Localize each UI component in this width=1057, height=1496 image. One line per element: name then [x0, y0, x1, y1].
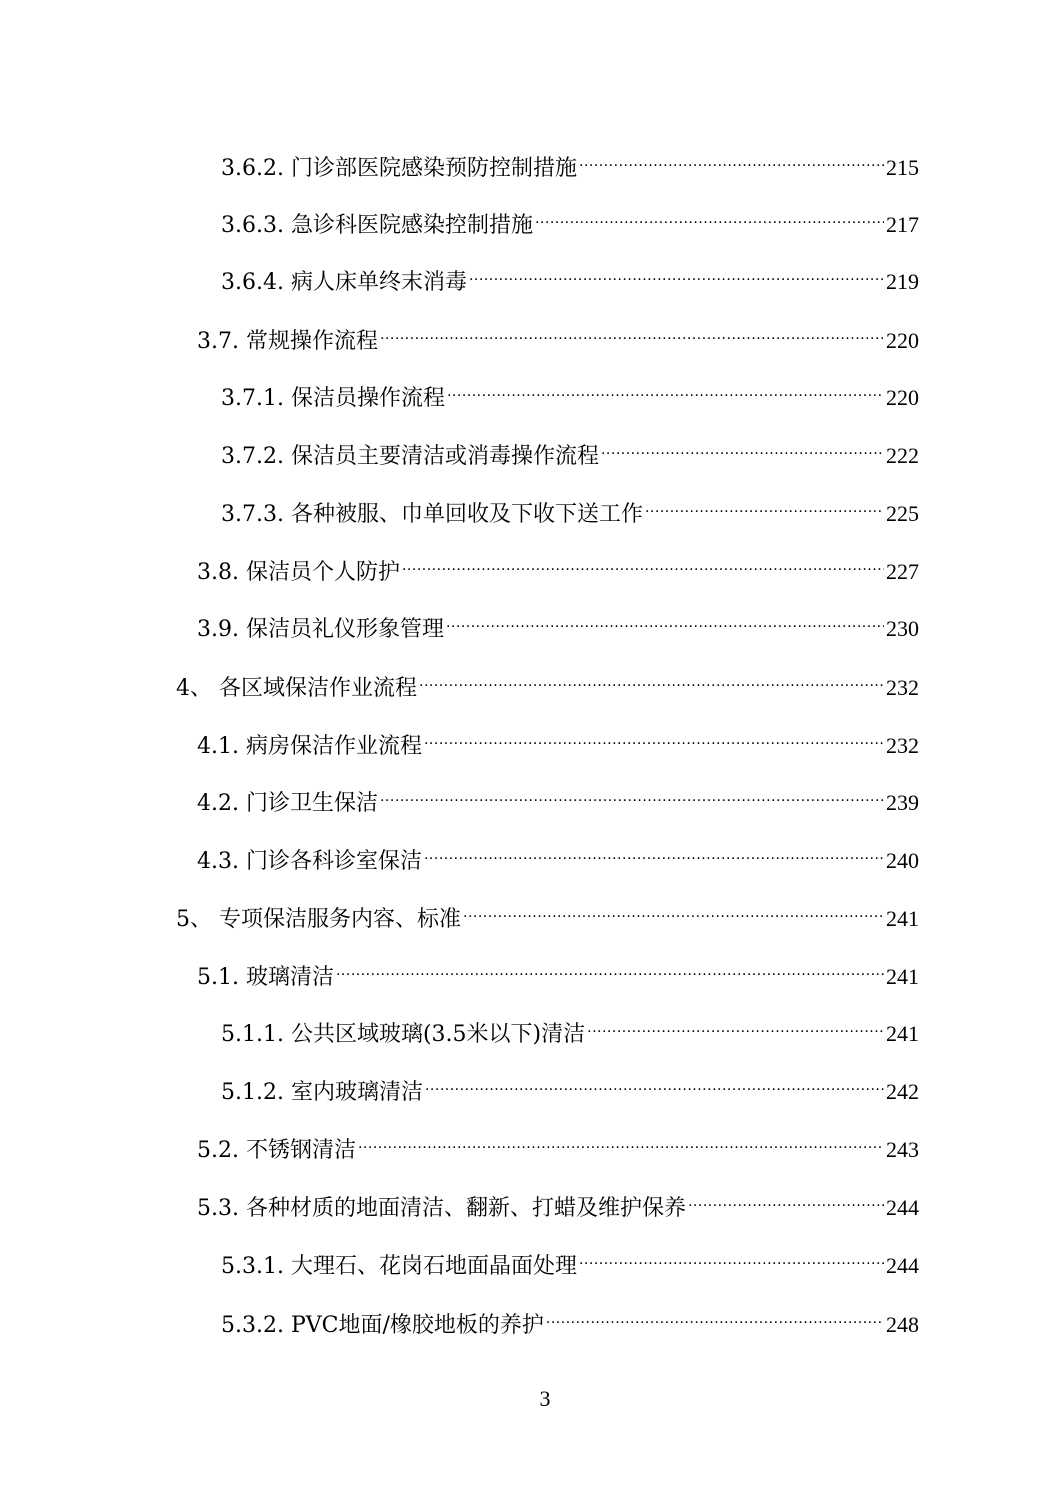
toc-entry[interactable] [197, 838, 919, 874]
toc-entry[interactable] [197, 780, 919, 816]
toc-entry-label: 3.8. 保洁员个人防护 [197, 560, 400, 585]
toc-page-number: 220 [886, 385, 919, 410]
toc-entry[interactable] [221, 375, 919, 411]
toc-page-number: 241 [886, 1021, 919, 1046]
toc-leader-dots [447, 375, 884, 405]
toc-entry-label: 5.3.2. PVC地面/橡胶地板的养护 [221, 1313, 544, 1338]
toc-page-number: 240 [886, 848, 919, 873]
toc-page-number: 222 [886, 443, 919, 468]
toc-page-number: 248 [886, 1312, 919, 1337]
toc-entry[interactable] [197, 1185, 919, 1221]
toc-entry-label: 3.7.2. 保洁员主要清洁或消毒操作流程 [221, 444, 599, 469]
toc-leader-dots [402, 549, 884, 579]
toc-entry-label: 5、 专项保洁服务内容、标准 [176, 907, 461, 932]
toc-entry[interactable] [176, 665, 919, 701]
toc-entry[interactable] [221, 259, 919, 295]
toc-leader-dots [419, 665, 884, 695]
toc-entry[interactable] [197, 549, 919, 585]
toc-leader-dots [546, 1302, 884, 1332]
toc-entry-label: 5.1.2. 室内玻璃清洁 [221, 1080, 423, 1105]
toc-entry[interactable] [221, 202, 919, 238]
toc-entry-label: 5.2. 不锈钢清洁 [197, 1138, 356, 1163]
toc-leader-dots [469, 259, 884, 289]
toc-page-number: 239 [886, 790, 919, 815]
toc-page-number: 220 [886, 328, 919, 353]
toc-page-number: 232 [886, 675, 919, 700]
toc-page-number: 244 [886, 1253, 919, 1278]
toc-entry[interactable] [221, 1243, 919, 1279]
toc-page-number: 241 [886, 906, 919, 931]
toc-entry-label: 3.7.1. 保洁员操作流程 [221, 386, 445, 411]
toc-page-number: 232 [886, 733, 919, 758]
toc-entry-label: 4.2. 门诊卫生保洁 [197, 791, 378, 816]
toc-leader-dots [358, 1127, 884, 1157]
toc-entry-label: 5.1.1. 公共区域玻璃(3.5米以下)清洁 [221, 1022, 586, 1047]
toc-entry-label: 4.1. 病房保洁作业流程 [197, 734, 422, 759]
toc-leader-dots [688, 1185, 884, 1215]
toc-entry[interactable] [197, 1127, 919, 1163]
toc-entry-label: 5.3.1. 大理石、花岗石地面晶面处理 [221, 1254, 577, 1279]
toc-page-number: 230 [886, 616, 919, 641]
toc-page-number: 227 [886, 559, 919, 584]
toc-entry[interactable] [197, 606, 919, 642]
toc-entry[interactable] [197, 954, 919, 990]
toc-entry-label: 5.3. 各种材质的地面清洁、翻新、打蜡及维护保养 [197, 1196, 686, 1221]
toc-entry[interactable] [176, 896, 919, 932]
toc-entry-label: 3.9. 保洁员礼仪形象管理 [197, 617, 444, 642]
toc-page-number: 241 [886, 964, 919, 989]
toc-leader-dots [425, 1069, 884, 1099]
toc-entry[interactable] [221, 1302, 919, 1338]
toc-leader-dots [424, 723, 884, 753]
footer-page-number: 3 [539, 1386, 551, 1411]
toc-leader-dots [579, 145, 884, 175]
toc-leader-dots [579, 1243, 884, 1273]
toc-leader-dots [380, 318, 884, 348]
toc-entry[interactable] [221, 491, 919, 527]
toc-entry[interactable] [197, 318, 919, 354]
toc-entry[interactable] [221, 1011, 919, 1047]
toc-entry[interactable] [221, 433, 919, 469]
toc-entry-label: 3.7. 常规操作流程 [197, 329, 378, 354]
toc-leader-dots [535, 202, 884, 232]
toc-entry-label: 4.3. 门诊各科诊室保洁 [197, 849, 422, 874]
toc-page-number: 243 [886, 1137, 919, 1162]
toc-leader-dots [446, 606, 884, 636]
toc-leader-dots [424, 838, 884, 868]
toc-page-number: 219 [886, 269, 919, 294]
toc-entry-label: 3.6.3. 急诊科医院感染控制措施 [221, 213, 533, 238]
toc-entry-label: 4、 各区域保洁作业流程 [176, 676, 417, 701]
toc-leader-dots [336, 954, 884, 984]
toc-entry-label: 3.7.3. 各种被服、巾单回收及下收下送工作 [221, 502, 643, 527]
toc-page-number: 244 [886, 1195, 919, 1220]
toc-entry-label: 5.1. 玻璃清洁 [197, 965, 334, 990]
toc-page-number: 242 [886, 1079, 919, 1104]
toc-leader-dots [601, 433, 884, 463]
toc-entry-label: 3.6.4. 病人床单终末消毒 [221, 270, 467, 295]
toc-entry-label: 3.6.2. 门诊部医院感染预防控制措施 [221, 156, 577, 181]
toc-page-number: 215 [886, 155, 919, 180]
toc-leader-dots [380, 780, 884, 810]
toc-page-number: 217 [886, 212, 919, 237]
toc-leader-dots [463, 896, 884, 926]
toc-entry[interactable] [221, 145, 919, 181]
toc-page-number: 225 [886, 501, 919, 526]
toc-leader-dots [645, 491, 884, 521]
toc-entry[interactable] [197, 723, 919, 759]
toc-leader-dots [587, 1011, 884, 1041]
toc-entry[interactable] [221, 1069, 919, 1105]
